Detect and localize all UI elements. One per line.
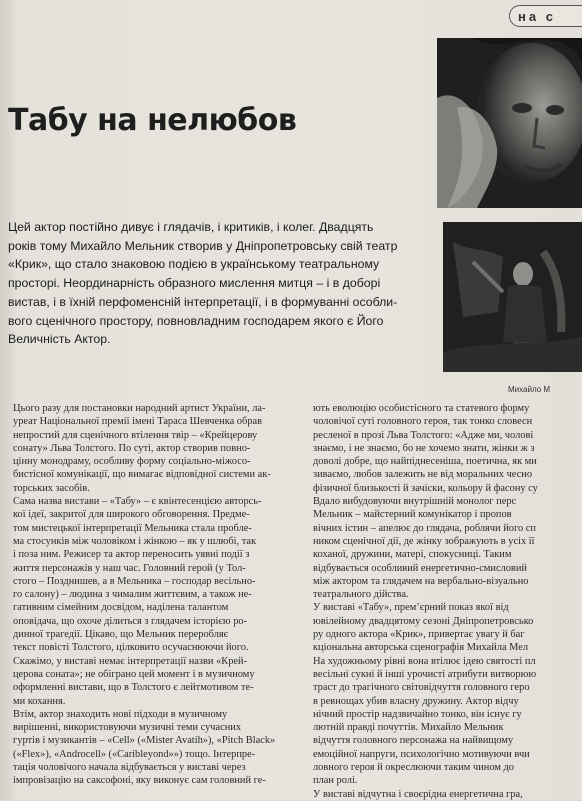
body-line: Скажімо, у виставі немає інтерпретації назви «Крей- bbox=[13, 655, 248, 667]
body-line: вирішенні, використовуючи музичні теми сучасних bbox=[13, 722, 242, 734]
body-line: ником сценічної дії, де жінку зображують в усіх її bbox=[313, 535, 535, 547]
body-line: сонату» Льва Толстого. По суті, актор створив повно- bbox=[13, 442, 251, 454]
body-line: тація чоловічого начала відбувається у виставі через bbox=[13, 762, 246, 774]
body-line: і поза ним. Режисер та актор переносить уявні події з bbox=[13, 549, 250, 561]
body-line: стого – Позднишев, а в Мельника – господар весільно- bbox=[13, 575, 256, 587]
body-line: уреат Національної премії імені Тараса Шевченка обрав bbox=[13, 416, 262, 428]
body-line: торських засобів. bbox=[13, 482, 90, 494]
body-line: Цього разу для постановки народний артист України, ла- bbox=[13, 403, 266, 414]
body-line: непростий для сценічного втілення твір – «Крейцерову bbox=[13, 429, 258, 441]
lead-line: вого сценічного простору, повновладним господарем якого є Його bbox=[8, 313, 384, 328]
body-line: ювілейному двадцятому сезоні Дніпропетровсько bbox=[313, 615, 534, 627]
body-line: Вдало вибудовуючи внутрішній монолог перс bbox=[313, 496, 517, 508]
body-line: Мельник – майстерний комунікатор і пропов bbox=[313, 509, 512, 521]
body-line: У виставі відчутна і своєрідна енергетична гра, bbox=[313, 788, 523, 800]
body-line: бистісної комунікації, що вимагає відповідної системи ак- bbox=[13, 469, 271, 481]
body-line: том мистецької інтерпретації Мельника стала пробле- bbox=[13, 522, 252, 534]
body-line: план ролі. bbox=[313, 775, 358, 787]
section-tag: на с bbox=[509, 5, 582, 27]
lead-line: вистав, і в їхній перфоменсній інтерпретації, і в формуванні особли- bbox=[8, 294, 398, 309]
body-line: У виставі «Табу», прем’єрний показ якої від bbox=[313, 602, 509, 614]
body-line: текст повісті Толстого, цілковито осучаснюючи його. bbox=[13, 642, 249, 654]
lead-line: Величність Актор. bbox=[8, 332, 111, 347]
body-line: гативним сімейним досвідом, наділена талантом bbox=[13, 602, 229, 614]
article-lead bbox=[8, 218, 414, 349]
body-line: доволі добре, що найпіднесеніша, поетична, як ми bbox=[313, 456, 537, 468]
body-line: знаємо, і не знаємо, бо не хочемо знати, жінки ж з bbox=[313, 442, 535, 454]
body-line: лютній правді почуттів. Михайло Мельник bbox=[313, 722, 504, 734]
lead-line: «Крик», що стало знаковою подією в українському театральному bbox=[8, 257, 380, 272]
body-line: ють еволюцію особистісного та статевого форму bbox=[313, 403, 530, 414]
stage-image bbox=[443, 222, 582, 372]
portrait-image bbox=[437, 38, 582, 208]
body-column-left bbox=[13, 402, 309, 788]
body-line: («Flex»), «Androcell» («Caribleyond»») тощо. Інтерпре- bbox=[13, 748, 256, 760]
body-line: емоційної напруги, психологічно мотивуючи вчи bbox=[313, 748, 530, 760]
article-title: Табу на нелюбов bbox=[8, 103, 297, 138]
lead-line: просторі. Неординарність образного мислення митця – і в доборі bbox=[8, 276, 381, 291]
body-line: нічний простір надзвичайно тонко, він існує гу bbox=[313, 708, 522, 720]
body-line: На художньому рівні вона втілює ідею святості пл bbox=[313, 655, 536, 667]
body-line: Сама назва вистави – «Табу» – є квінтесенцією авторсь- bbox=[13, 496, 262, 508]
body-line: театрального дійства. bbox=[313, 589, 409, 601]
body-line: чоловічої суті головного героя, так тонко словесн bbox=[313, 416, 533, 428]
stage-performance-photo bbox=[443, 222, 582, 372]
body-line: життя персонажів у наш час. Головний герой (у Тол- bbox=[13, 562, 246, 574]
lead-line: Цей актор постійно дивує і глядачів, і критиків, і колег. Двадцять bbox=[8, 220, 374, 234]
body-line: ма стосунків між чоловіком і жінкою – як у шлюбі, так bbox=[13, 535, 257, 547]
body-line: оповідача, що охоче ділиться з глядачем історією ро- bbox=[13, 615, 248, 627]
body-line: фізичної близькості й зачіски, кольору й фасону су bbox=[313, 482, 538, 494]
body-line: кої ідеї, закритої для широкого обговорення. Предме- bbox=[13, 509, 250, 521]
body-line: цінну монодраму, особливу форму соціально-міжосо- bbox=[13, 456, 251, 468]
photo-caption: Михайло М bbox=[508, 385, 551, 394]
body-line: вічних істин – апелює до глядача, роблячи його сп bbox=[313, 522, 536, 534]
body-line: гуртів і музикантів – «Cell» («Mister Avatih»), «Pitch Black» bbox=[13, 735, 276, 747]
actor-portrait-photo bbox=[437, 38, 582, 208]
body-line: ресленої в прозі Льва Толстого: «Адже ми, чолові bbox=[313, 429, 534, 441]
body-line: відбувається особливий енергетично-смисловий bbox=[313, 562, 527, 574]
body-line: траст до трагічного світовідчуття головного геро bbox=[313, 682, 530, 694]
body-line: динної трагедії. Цікаво, що Мельник переробляє bbox=[13, 629, 229, 641]
body-column-right bbox=[313, 402, 582, 801]
body-line: весільні сукні й інші урочисті атрибути витворюю bbox=[313, 668, 537, 680]
body-line: оформленні вистави, що в Толстого є лейтмотивом те- bbox=[13, 682, 254, 694]
body-line: церова соната»; не обіграно цей момент і в музичному bbox=[13, 668, 255, 680]
body-line: ми кохання. bbox=[13, 695, 66, 707]
lead-line: років тому Михайло Мельник створив у Дніпропетровську свій театр bbox=[8, 238, 398, 253]
body-line: ловного героя й окреслюючи таким чином до bbox=[313, 762, 514, 774]
body-line: зиваємо, любов залежить не від моральних чесно bbox=[313, 469, 533, 481]
body-line: в ревнощах убив власну дружину. Актор відчу bbox=[313, 695, 519, 707]
body-line: коханої, дружини, матері, спокусниці. Таким bbox=[313, 549, 512, 561]
body-line: імпровізацію на саксофоні, яку виконує сам головний ге- bbox=[13, 775, 266, 787]
body-line: кціональна авторська сценографія Михайла Мел bbox=[313, 642, 529, 654]
body-line: відчуття головного персонажа на найвищому bbox=[313, 735, 514, 747]
body-line: між актором та глядачем на вербально-візуально bbox=[313, 575, 529, 587]
body-line: Втім, актор знаходить нові підходи в музичному bbox=[13, 708, 228, 720]
body-line: ру одного актора «Крик», привертає увагу й баг bbox=[313, 629, 525, 641]
body-line: го салону) – людина з чималим життєвим, а також не- bbox=[13, 589, 252, 601]
